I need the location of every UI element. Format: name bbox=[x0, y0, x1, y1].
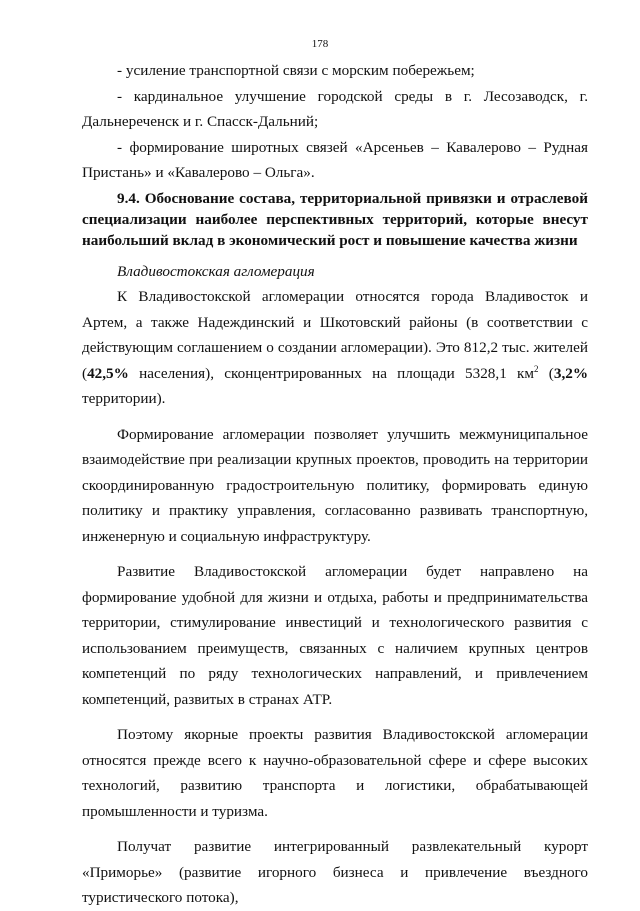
paragraph-text: ( bbox=[538, 364, 554, 382]
bold-percent: 3,2% bbox=[553, 364, 589, 382]
subsection-heading: Владивостокская агломерация bbox=[117, 262, 315, 280]
page-number: 178 bbox=[311, 38, 329, 50]
page-content bbox=[82, 58, 588, 911]
list-item: - усиление транспортной связи с морским побережьем; bbox=[117, 62, 475, 79]
paragraph-text: территории). bbox=[82, 390, 166, 407]
section-heading: 9.4. Обоснование состава, территориальной привязки и отраслевой специализации наиболее перспективных территорий, которые внесут наибольший вклад в экономический рост и повышение качества жизни bbox=[82, 189, 588, 249]
paragraph: Формирование агломерации позволяет улучшить межмуниципальное взаимодействие при реализации крупных проектов, проводить на территории скоординированную градостроительную политику, формировать единую политику и практику управления, согласованно развивать транспортную, инженерную и социальную инфраструктуру. bbox=[82, 425, 588, 545]
paragraph: Развитие Владивостокской агломерации будет направлено на формирование удобной для жизни и отдыха, работы и предпринимательства территории, стимулирование инвестиций и технологического развития с использованием преимуществ, связанных с наличием крупных центров компетенций по ряду технологических направлений, и привлечением компетенций, развитых в странах АТР. bbox=[82, 563, 588, 708]
superscript: 2 bbox=[534, 363, 539, 374]
paragraph: Получат развитие интегрированный развлекательный курорт «Приморье» (развитие игорного бизнеса и привлечение въездного туристического потока), bbox=[82, 838, 588, 906]
paragraph bbox=[82, 284, 588, 412]
paragraph: Поэтому якорные проекты развития Владивостокской агломерации относятся прежде всего к научно-образовательной сфере и сфере высоких технологий, развитию транспорта и логистики, обрабатывающей промышленности и туризма. bbox=[82, 726, 588, 820]
paragraph-text: населения), сконцентрированных на площади 5328,1 км bbox=[128, 364, 535, 382]
bold-percent: 42,5% bbox=[87, 364, 129, 382]
list-item: - формирование широтных связей «Арсеньев – Кавалерово – Рудная Пристань» и «Кавалерово – Ольга». bbox=[82, 138, 588, 181]
paragraph-text: К Владивостокской агломерации относятся города Владивосток и Артем, а также Надеждинский и Шкотовский районы (в соответствии с действующим соглашением о создании агломерации). Это 812,2 тыс. жителей ( bbox=[82, 288, 588, 382]
list-item: - кардинальное улучшение городской среды в г. Лесозаводск, г. Дальнереченск и г. Спасск-Дальний; bbox=[82, 87, 588, 130]
